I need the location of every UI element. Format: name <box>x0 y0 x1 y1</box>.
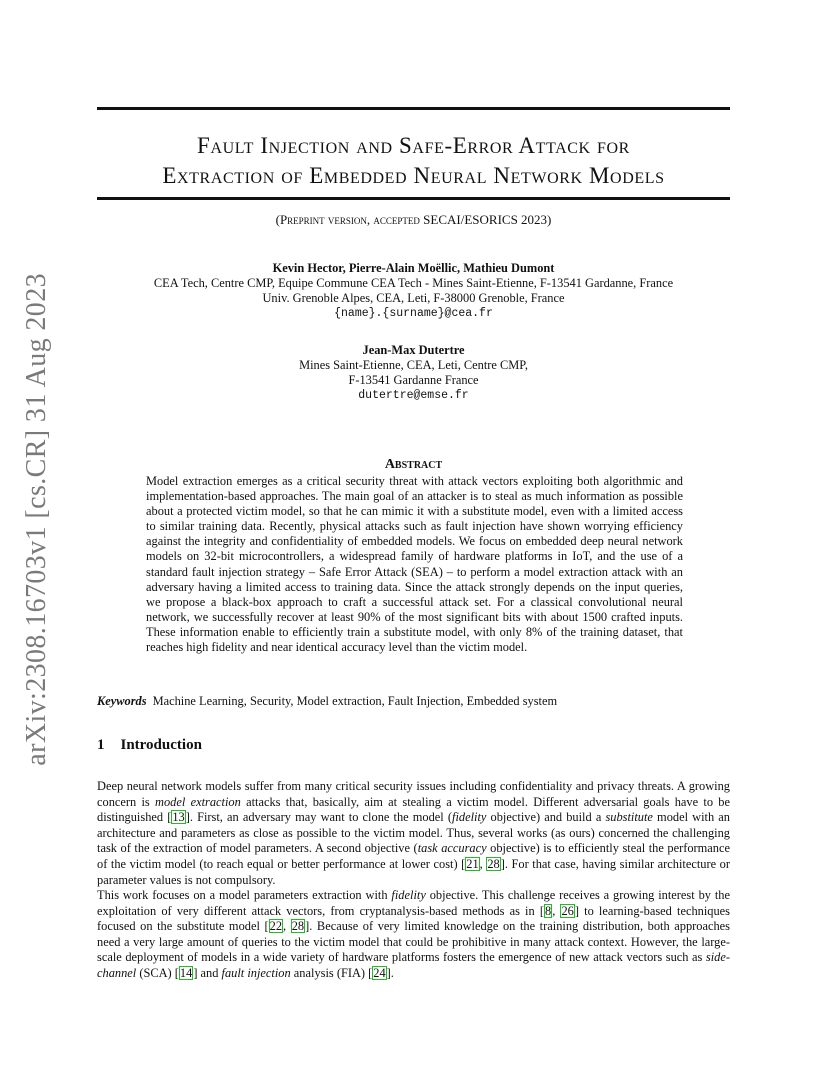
abstract-body: Model extraction emerges as a critical security threat with attack vectors exploiting both algorithmic and implementation-based approaches. The main goal of an attacker is to steal as much information as possible about a protected victim model, so that he can mimic it with a substitute model, even with a limited access to similar training data. Recently, physical attacks such as fault injection have shown worrying efficiency against the integrity and confidentiality of embedded models. We focus on embedded deep neural network models on 32-bit microcontrollers, a widespread family of hardware platforms in IoT, and the use of a standard fault injection strategy – Safe Error Attack (SEA) – to perform a model extraction attack with an adversary having a limited access to training data. Since the attack strongly depends on the input queries, we propose a black-box approach to craft a successful attack set. For a classical convolutional neural network, we successfully recover at least 90% of the most significant bits with about 1500 crafted inputs. These information enable to efficiently train a substitute model, with only 8% of the training dataset, that reaches high fidelity and near identical accuracy level than the victim model. <box>146 474 683 655</box>
text-run: objective. This challenge receives a growing interest by the exploitation of very different attack vectors, from cryptanalysis-based methods as in [ <box>97 888 730 918</box>
emphasis: substitute <box>605 810 653 825</box>
title-top-rule <box>97 107 730 110</box>
text-run: ]. For that case, having similar architecture or parameter values is not compulsory. <box>97 856 731 887</box>
arxiv-identifier: arXiv:2308.16703v1 [cs.CR] 31 Aug 2023 <box>21 272 52 766</box>
author-affiliation: F-13541 Gardanne France <box>348 373 479 387</box>
text-run: Deep neural network models suffer from many critical security issues including confidentiality and privacy threats. A growing concern is <box>97 779 730 809</box>
text-run: objective) and build a <box>486 810 606 825</box>
title-bottom-rule <box>97 197 730 200</box>
arxiv-side-stamp <box>21 272 53 766</box>
text-run: model with an architecture and parameters as close as possible to the victim model. Thus, several works (as ours) concerned the challenging task of the extraction of model parameters. A second objective ( <box>97 810 731 856</box>
text-run: This work focuses on a model parameters extraction with <box>97 888 392 902</box>
citation-link[interactable]: 13 <box>172 810 185 825</box>
section-title: Introduction <box>120 737 202 753</box>
emphasis: fidelity <box>391 888 426 902</box>
text-run: ]. First, an adversary may want to clone the model ( <box>185 810 452 825</box>
author-names: Kevin Hector, Pierre-Alain Moëllic, Mathieu Dumont <box>272 261 555 275</box>
author-affiliation: Univ. Grenoble Alpes, CEA, Leti, F-38000 Grenoble, France <box>262 291 565 305</box>
citation-link[interactable]: 21 <box>466 856 479 871</box>
text-run: ]. <box>386 965 394 980</box>
preprint-note: (Preprint version, accepted SECAI/ESORICS 2023) <box>275 212 552 227</box>
author-block-1 <box>97 261 730 321</box>
title-line-2: Extraction of Embedded Neural Network Models <box>162 163 665 188</box>
citation-link[interactable]: 22 <box>269 919 283 934</box>
emphasis: side-channel <box>97 950 730 980</box>
section-number: 1 <box>97 737 105 753</box>
citation-link[interactable]: 14 <box>179 965 193 980</box>
intro-paragraph-2 <box>97 888 730 982</box>
keywords-line <box>97 694 730 709</box>
paper-title <box>97 131 730 191</box>
author-affiliation: Mines Saint-Etienne, CEA, Leti, Centre CMP, <box>299 358 528 372</box>
text-run: , <box>552 903 561 918</box>
emphasis: fidelity <box>452 810 487 825</box>
abstract-heading: Abstract <box>384 457 443 472</box>
author-email: {name}.{surname}@cea.fr <box>334 307 493 320</box>
text-run: , <box>479 856 487 871</box>
author-email: dutertre@emse.fr <box>358 389 469 402</box>
emphasis: fault injection <box>221 965 291 980</box>
author-names: Jean-Max Dutertre <box>362 343 465 357</box>
text-run: ] and <box>193 965 222 980</box>
text-run: objective) is to efficiently steal the performance of the victim model (to reach equal or better performance at lower cost) [ <box>97 841 731 871</box>
citation-link[interactable]: 24 <box>373 965 386 980</box>
citation-link[interactable]: 26 <box>561 903 574 918</box>
citation-link[interactable]: 8 <box>544 903 552 918</box>
text-run: attacks that, basically, aim at stealing a victim model. Different adversarial goals have to be distinguished [ <box>97 794 731 825</box>
text-run: , <box>283 919 291 934</box>
intro-paragraph-1 <box>97 779 730 888</box>
author-block-2 <box>97 343 730 403</box>
citation-link[interactable]: 28 <box>291 919 305 934</box>
keywords-label: Keywords <box>97 694 147 708</box>
emphasis: task accuracy <box>417 841 487 856</box>
title-line-1: Fault Injection and Safe-Error Attack for <box>197 133 630 158</box>
citation-link[interactable]: 28 <box>487 856 500 871</box>
emphasis: model extraction <box>155 794 241 809</box>
text-run: (SCA) [ <box>136 965 179 980</box>
text-run: ]. Because of very limited knowledge on the training distribution, both approaches need a very large amount of queries to the victim model that could be prohibitive in many attack context. However, the large-scale deployment of models in a wide variety of hardware platforms fosters the emergence of new attack vectors such as <box>97 919 730 965</box>
section-heading <box>97 737 202 754</box>
text-run: analysis (FIA) [ <box>290 965 373 980</box>
text-run: ] to learning-based techniques focused on the substitute model [ <box>97 903 730 934</box>
keywords-text: Machine Learning, Security, Model extraction, Fault Injection, Embedded system <box>152 694 558 708</box>
author-affiliation: CEA Tech, Centre CMP, Equipe Commune CEA Tech - Mines Saint-Etienne, F-13541 Gardanne, France <box>153 276 674 290</box>
